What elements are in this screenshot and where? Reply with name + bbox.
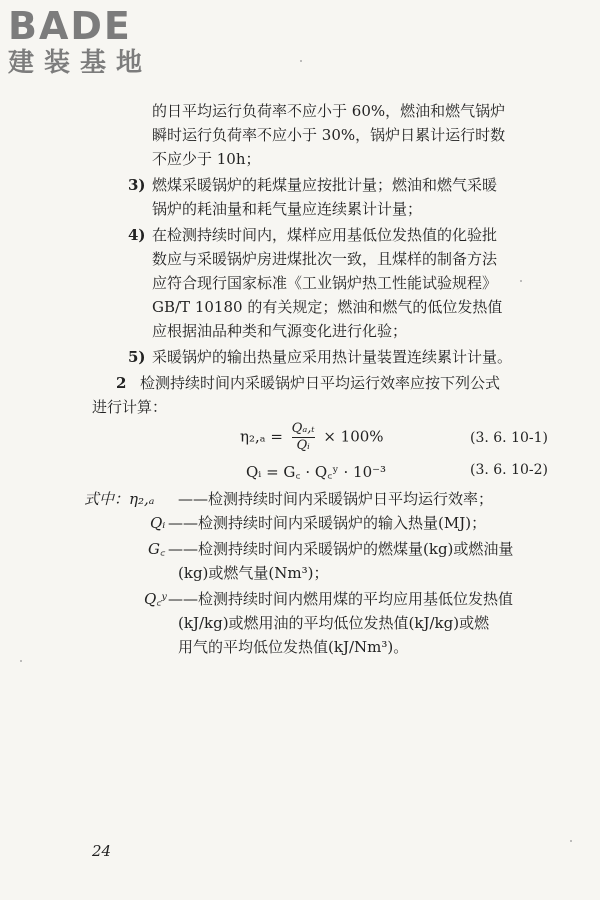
text-line: 瞬时运行负荷率不应小于 30%，锅炉日累计运行时数 — [152, 126, 506, 144]
page-number: 24 — [92, 842, 112, 860]
text-line: 采暖锅炉的输出热量应采用热计量装置连续累计计量。 — [152, 348, 513, 366]
bade-logo — [8, 6, 152, 78]
item-number: 3) — [128, 176, 146, 194]
def-symbol: 式中：η₂,ₐ — [84, 490, 155, 508]
def-description: ——检测持续时间内采暖锅炉的输入热量(MJ)； — [168, 514, 487, 532]
def-description: (kg)或燃气量(Nm³)； — [178, 564, 329, 582]
clause-number: 2 — [116, 374, 127, 392]
def-description: (kJ/kg)或燃用油的平均低位发热值(kJ/kg)或燃 — [178, 614, 490, 632]
formula-fraction — [292, 422, 315, 453]
logo-subtitle: 建装基地 — [8, 48, 153, 78]
formula-lhs: η₂,ₐ = — [240, 427, 283, 446]
item-number: 5) — [128, 348, 146, 366]
equation-number: (3. 6. 10-1) — [470, 430, 548, 446]
def-symbol: Q꜀ʸ — [144, 590, 167, 608]
text-line: 检测持续时间内采暖锅炉日平均运行效率应按下列公式 — [140, 374, 501, 392]
formula-rhs: × 100% — [323, 427, 384, 446]
text-line: 锅炉的耗油量和耗气量应连续累计计量； — [152, 200, 423, 218]
text-line: 不应少于 10h； — [152, 150, 261, 168]
scan-speck — [570, 840, 572, 842]
def-description: 用气的平均低位发热值(kJ/Nm³)。 — [178, 638, 409, 656]
formula-efficiency — [240, 422, 384, 453]
item-number: 4) — [128, 226, 146, 244]
def-symbol: G꜀ — [148, 540, 166, 558]
text-line: GB/T 10180 的有关规定；燃油和燃气的低位发热值 — [152, 298, 503, 316]
formula-input-heat: Qᵢ = G꜀ · Q꜀ʸ · 10⁻³ — [246, 463, 387, 481]
text-line: 燃煤采暖锅炉的耗煤量应按批计量；燃油和燃气采暖 — [152, 176, 498, 194]
text-line: 进行计算： — [92, 398, 168, 416]
scan-speck — [300, 60, 302, 62]
def-description: ——检测持续时间内采暖锅炉日平均运行效率； — [178, 490, 494, 508]
fraction-numerator: Qₐ,ₜ — [291, 421, 315, 436]
equation-number: (3. 6. 10-2) — [470, 462, 548, 478]
fraction-denominator: Qᵢ — [296, 438, 310, 453]
text-line: 数应与采暖锅炉房进煤批次一致，且煤样的制备方法 — [152, 250, 498, 268]
text-line: 应根据油品种类和气源变化进行化验； — [152, 322, 408, 340]
scan-speck — [520, 280, 522, 282]
def-description: ——检测持续时间内燃用煤的平均应用基低位发热值 — [168, 590, 514, 608]
text-line: 应符合现行国家标准《工业锅炉热工性能试验规程》 — [152, 274, 498, 292]
text-line: 在检测持续时间内，煤样应用基低位发热值的化验批 — [152, 226, 498, 244]
scan-speck — [20, 660, 22, 662]
text-line: 的日平均运行负荷率不应小于 60%，燃油和燃气锅炉 — [152, 102, 506, 120]
def-symbol: Qᵢ — [150, 514, 166, 532]
logo-wordmark: BADE — [8, 4, 132, 48]
def-description: ——检测持续时间内采暖锅炉的燃煤量(kg)或燃油量 — [168, 540, 514, 558]
